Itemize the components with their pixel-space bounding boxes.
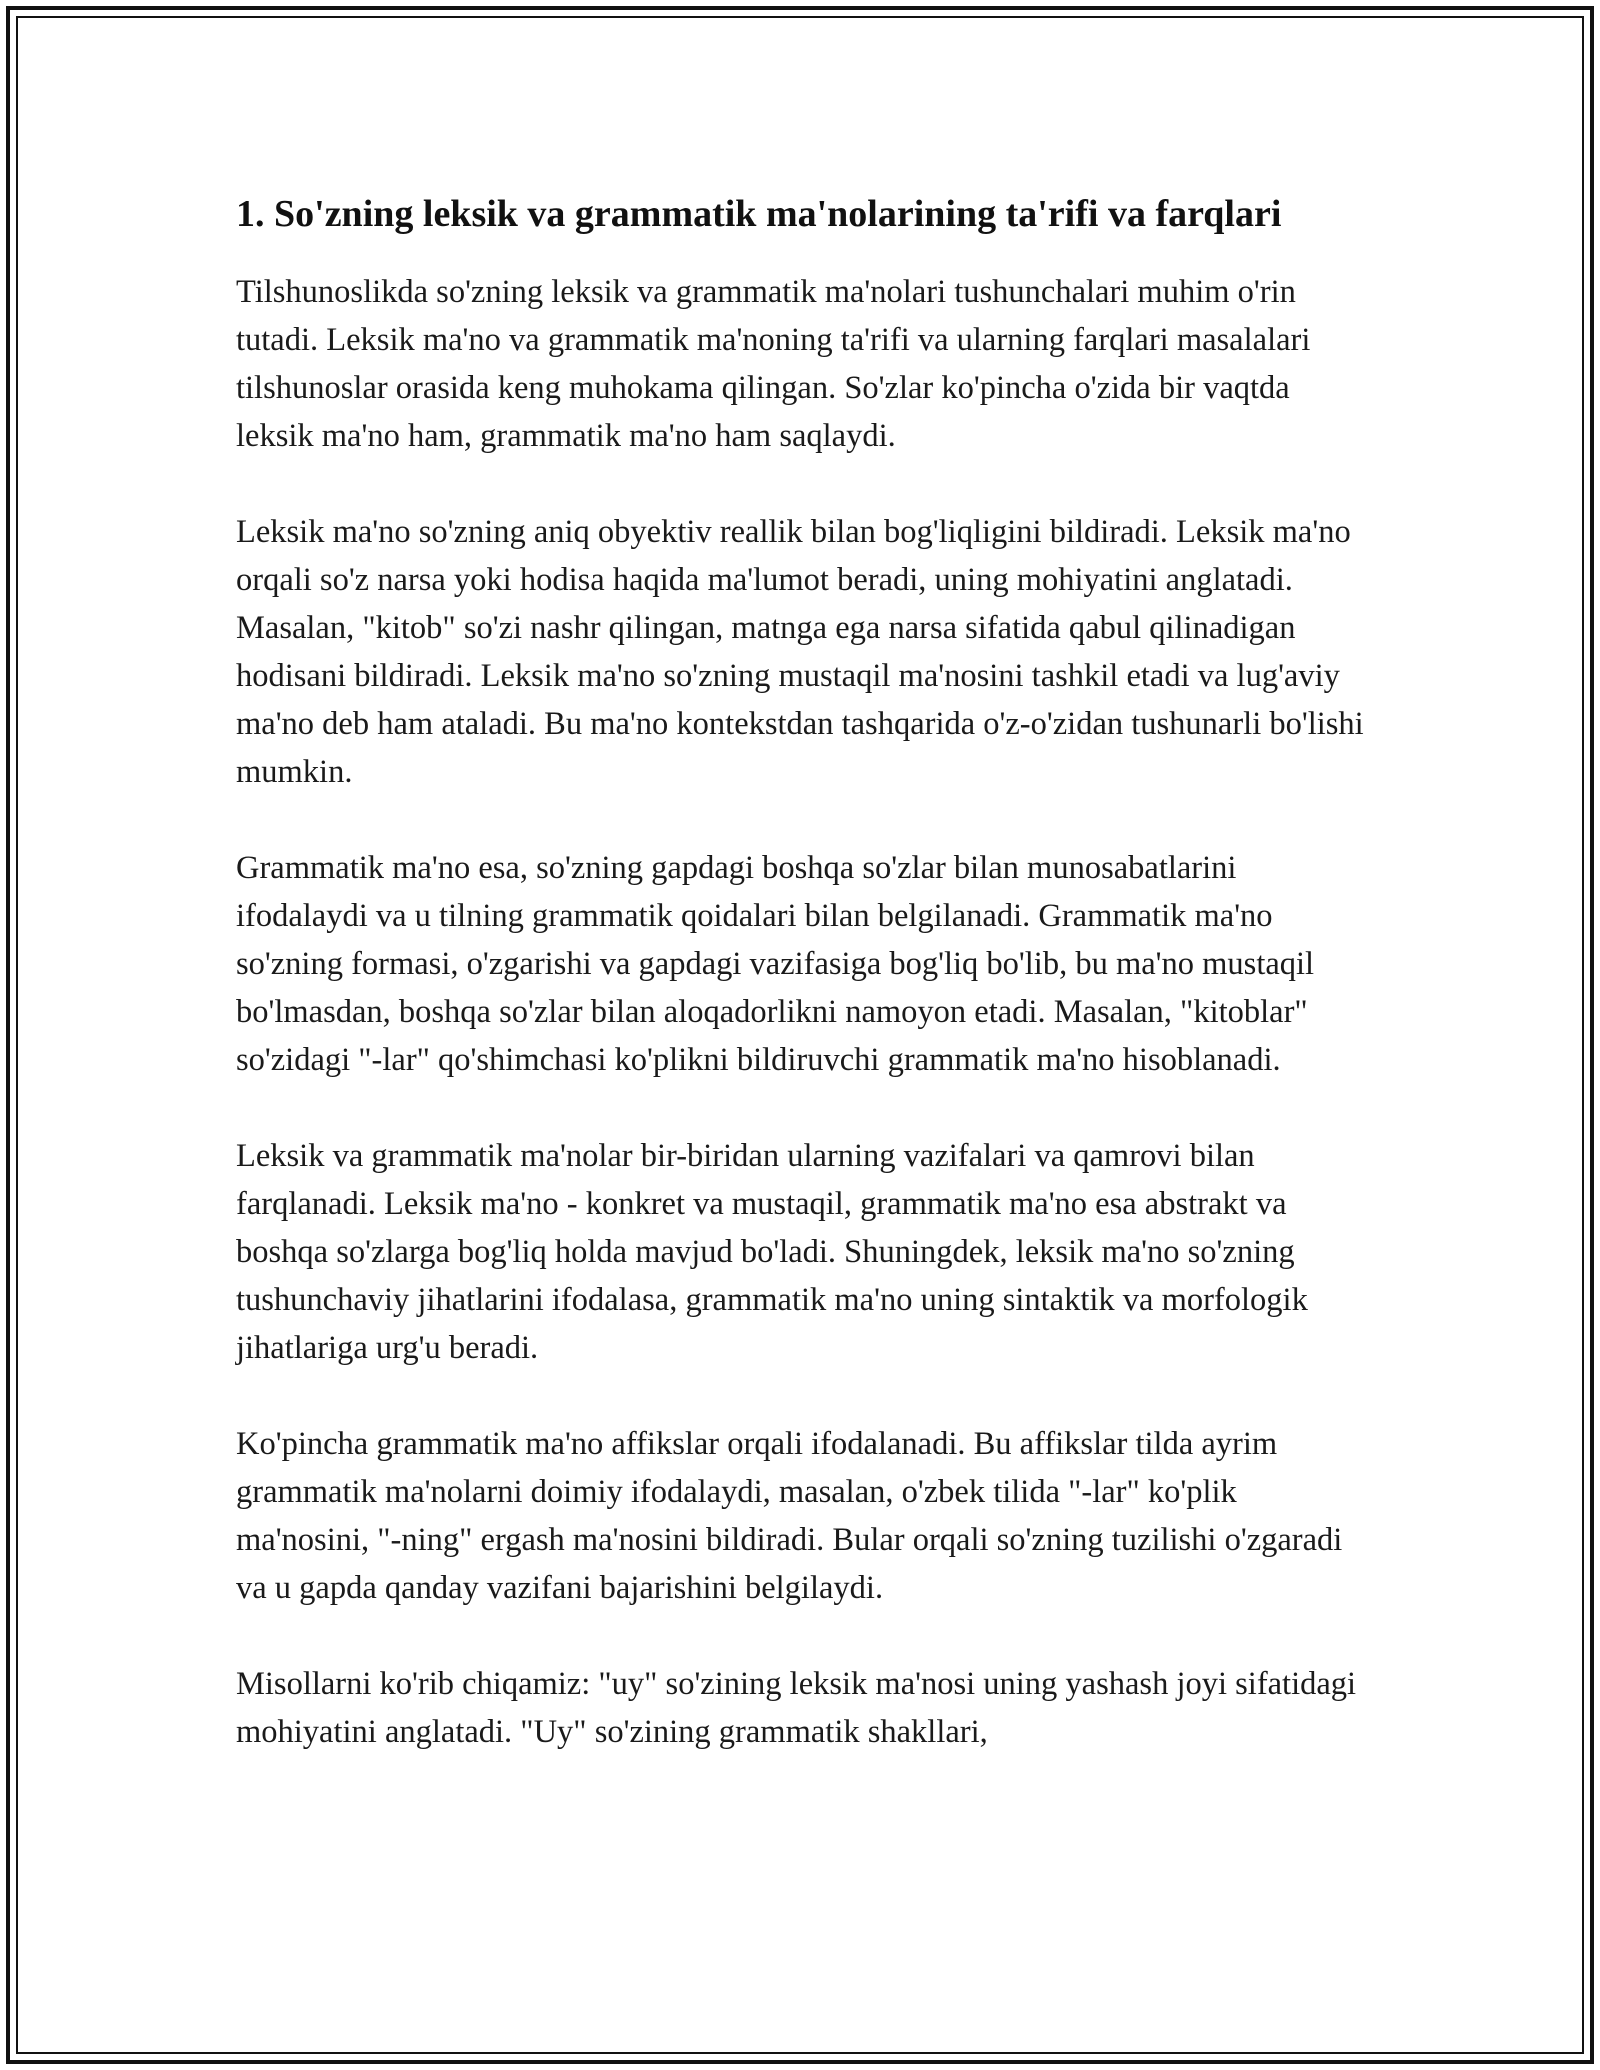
document-body (236, 186, 1372, 1804)
paragraph-5: Ko'pincha grammatik ma'no affikslar orqali ifodalanadi. Bu affikslar tilda ayrim grammatik ma'nolarni doimiy ifodalaydi, masalan, o'zbek tilida "-lar" ko'plik ma'nosini, "-ning" ergash ma'nosini bildiradi. Bular orqali so'zning tuzilishi o'zgaradi va u gapda qanday vazifani bajarishini belgilaydi. (236, 1426, 1343, 1606)
paragraph-4: Leksik va grammatik ma'nolar bir-biridan ularning vazifalari va qamrovi bilan farqlanadi. Leksik ma'no - konkret va mustaqil, grammatik ma'no esa abstrakt va boshqa so'zlarga bog'liq holda mavjud bo'ladi. Shuningdek, leksik ma'no so'zning tushunchaviy jihatlarini ifodalasa, grammatik ma'no uning sintaktik va morfologik jihatlariga urg'u beradi. (236, 1138, 1308, 1366)
paragraph-2: Leksik ma'no so'zning aniq obyektiv reallik bilan bog'liqligini bildiradi. Leksik ma'no orqali so'z narsa yoki hodisa haqida ma'lumot beradi, uning mohiyatini anglatadi. Masalan, "kitob" so'zi nashr qilingan, matnga ega narsa sifatida qabul qilinadigan hodisani bildiradi. Leksik ma'no so'zning mustaqil ma'nosini tashkil etadi va lug'aviy ma'no deb ham ataladi. Bu ma'no kontekstdan tashqarida o'z-o'zidan tushunarli bo'lishi mumkin. (236, 514, 1364, 790)
paragraph-3: Grammatik ma'no esa, so'zning gapdagi boshqa so'zlar bilan munosabatlarini ifodalaydi va u tilning grammatik qoidalari bilan belgilanadi. Grammatik ma'no so'zning formasi, o'zgarishi va gapdagi vazifasiga bog'liq bo'lib, bu ma'no mustaqil bo'lmasdan, boshqa so'zlar bilan aloqadorlikni namoyon etadi. Masalan, "kitoblar" so'zidagi "-lar" qo'shimchasi ko'plikni bildiruvchi grammatik ma'no hisoblanadi. (236, 850, 1315, 1078)
section-heading: 1. So'zning leksik va grammatik ma'nolarining ta'rifi va farqlari (236, 193, 1282, 235)
paragraph-1: Tilshunoslikda so'zning leksik va grammatik ma'nolari tushunchalari muhim o'rin tutadi. Leksik ma'no va grammatik ma'noning ta'rifi va ularning farqlari masalalari tilshunoslar orasida keng muhokama qilingan. So'zlar ko'pincha o'zida bir vaqtda leksik ma'no ham, grammatik ma'no ham saqlaydi. (236, 274, 1311, 454)
paragraph-6: Misollarni ko'rib chiqamiz: "uy" so'zining leksik ma'nosi uning yashash joyi sifatidagi mohiyatini anglatadi. "Uy" so'zining grammatik shakllari, (236, 1666, 1357, 1750)
